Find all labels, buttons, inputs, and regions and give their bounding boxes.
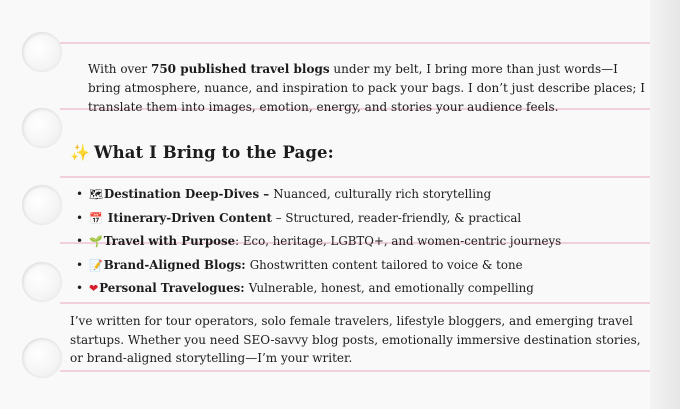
list-item-separator: :	[241, 257, 250, 272]
list-item	[76, 277, 561, 301]
list-item-description: Structured, reader-friendly, & practical	[285, 210, 522, 225]
list-item	[76, 207, 561, 231]
calendar-icon: 📅	[89, 211, 103, 225]
heart-icon: ❤	[89, 282, 99, 295]
list-item-description: Vulnerable, honest, and emotionally compelling	[248, 281, 534, 295]
list-item-description: Eco, heritage, LGBTQ+, and women-centric journeys	[242, 234, 562, 248]
list-item-description: Ghostwritten content tailored to voice & tone	[249, 257, 523, 272]
section-heading	[70, 143, 334, 162]
list-item-separator: –	[271, 210, 286, 225]
list-item-separator: :	[235, 234, 243, 248]
offerings-list	[76, 183, 561, 301]
section-heading-text: What I Bring to the Page:	[94, 143, 334, 162]
list-item	[76, 230, 561, 254]
list-item-separator: –	[259, 187, 274, 201]
list-item-title: Itinerary-Driven Content	[103, 210, 272, 225]
map-icon: 🗺	[89, 188, 103, 201]
list-item-title: Travel with Purpose	[103, 234, 236, 248]
sparkles-icon: ✨	[70, 143, 91, 162]
list-item-description: Nuanced, culturally rich storytelling	[273, 187, 492, 201]
list-item	[76, 183, 561, 207]
list-item-title: Destination Deep-Dives	[103, 187, 260, 201]
list-item-separator: :	[240, 281, 249, 295]
outro-paragraph: I’ve written for tour operators, solo female travelers, lifestyle bloggers, and emerging travel startups. Whether you need SEO-savvy blog posts, emotionally immersive destination stories, or brand-aligned storytelling—I’m your writer.	[70, 314, 641, 365]
intro-prefix: With over	[88, 62, 151, 76]
memo-icon: 📝	[89, 258, 103, 272]
list-item-title: Personal Travelogues	[99, 281, 241, 295]
list-item	[76, 254, 561, 278]
seedling-icon: 🌱	[89, 235, 103, 248]
intro-suffix: under my belt, I bring more than just words—I bring atmosphere, nuance, and inspiration to pack your bags. I don’t just describe places; I translate them into images, emotion, energy, and stories your audience feels.	[88, 62, 645, 114]
list-item-title: Brand-Aligned Blogs	[103, 257, 242, 272]
intro-paragraph	[88, 60, 648, 117]
intro-highlight: 750 published travel blogs	[150, 62, 330, 76]
